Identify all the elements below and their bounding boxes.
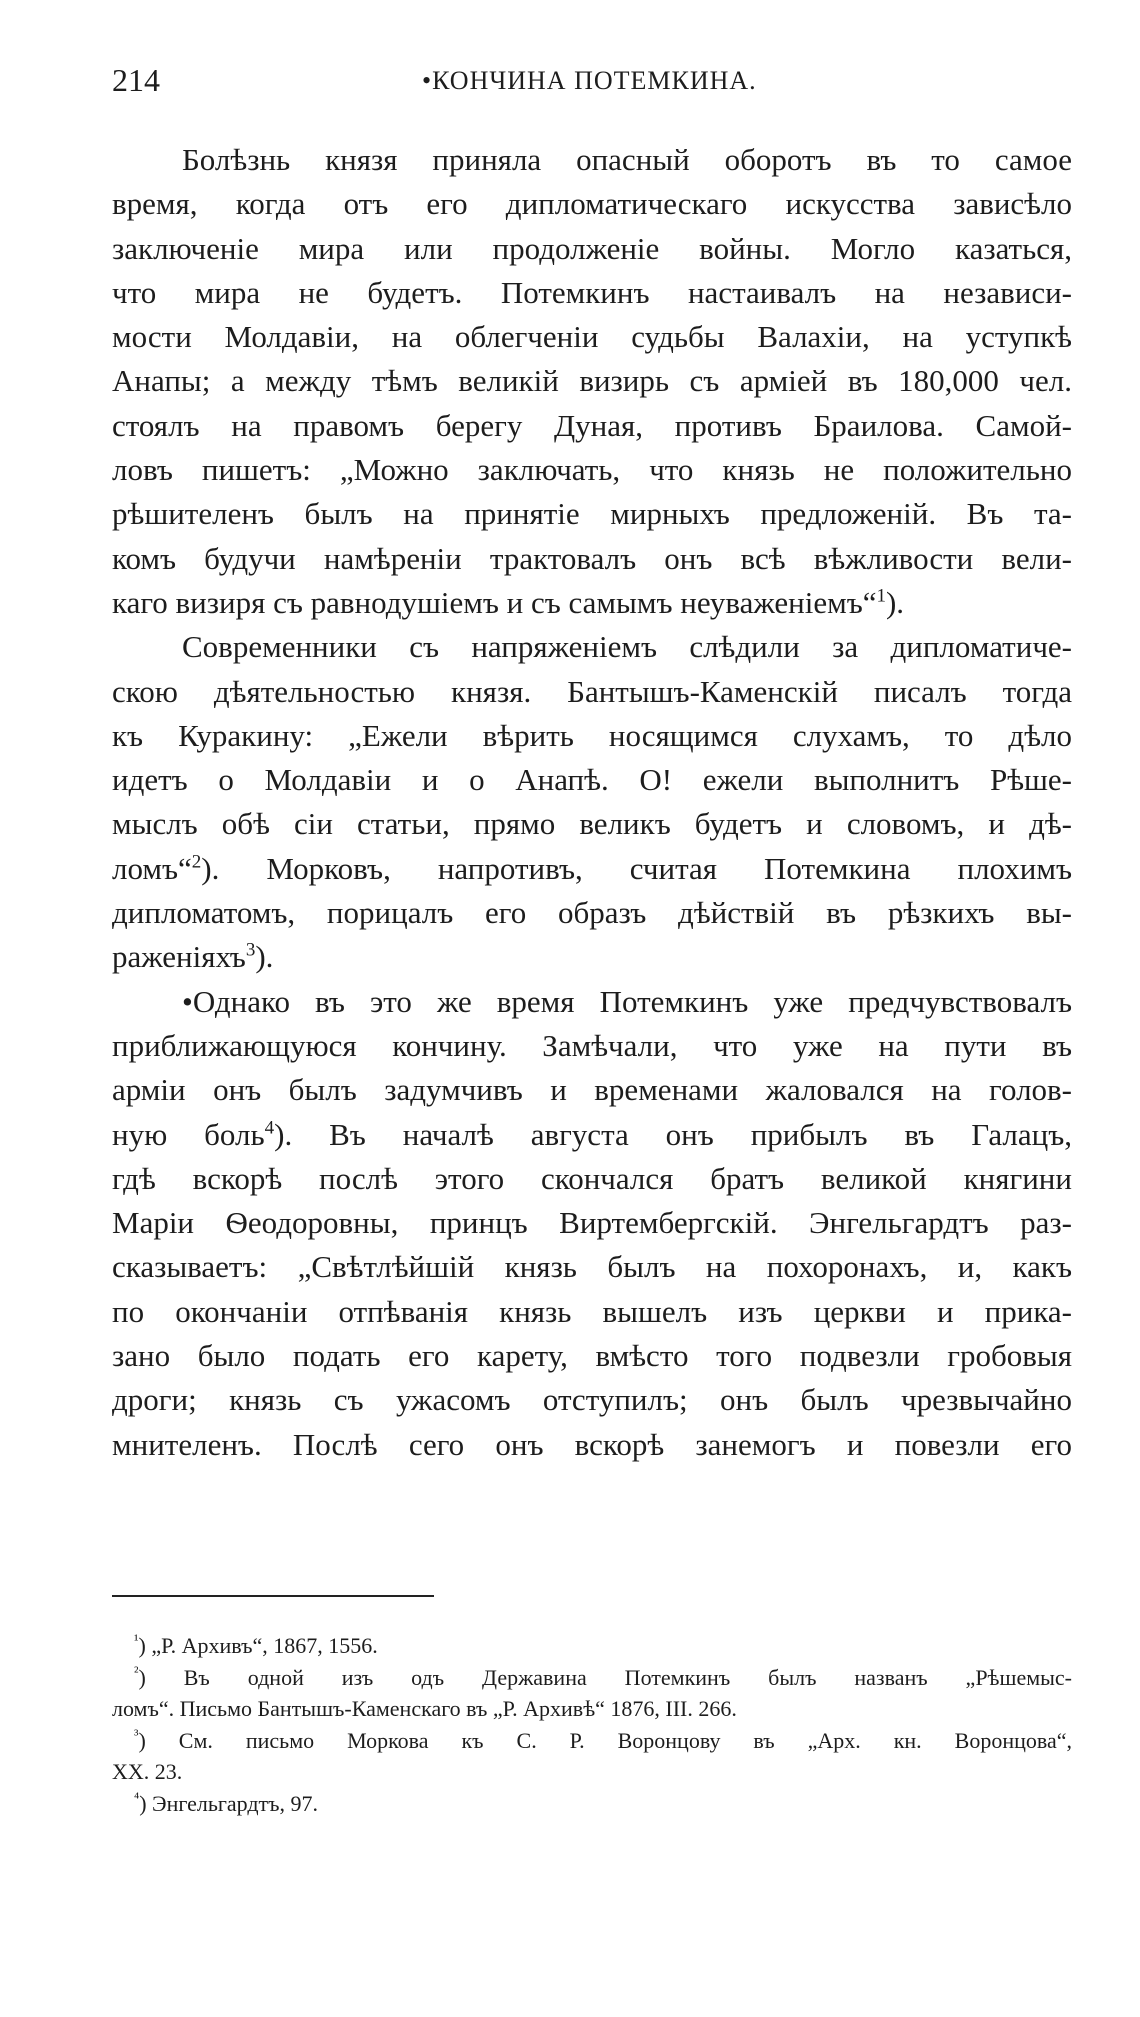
text-line [112, 492, 1072, 536]
text-line [112, 714, 1072, 758]
text-line-content: приближающуюся кончину. Замѣчали, что уже на пути въ [112, 1027, 1072, 1063]
text-line-content: арміи онъ былъ задумчивъ и временами жаловался на голов- [112, 1072, 1072, 1108]
text-line-content: мыслъ обѣ сіи статьи, прямо великъ будетъ и словомъ, и дѣ- [112, 806, 1072, 842]
text-line-content: ную боль [112, 1116, 265, 1152]
footnote-mark: ² [134, 1664, 139, 1681]
text-line-content: по окончаніи отпѣванія князь вышелъ изъ церкви и прика- [112, 1293, 1072, 1329]
text-line-content: ловъ пишетъ: „Можно заключать, что князь не положительно [112, 452, 1072, 488]
footnote-ref: 3 [245, 940, 256, 962]
text-line-tail: ). [255, 939, 274, 975]
text-line-content: комъ будучи намѣреніи трактовалъ онъ всѣ вѣжливости вели- [112, 540, 1072, 576]
text-line-content: дроги; князь съ ужасомъ отступилъ; онъ былъ чрезвычайно [112, 1382, 1072, 1418]
footnote-text: ) „Р. Архивъ“, 1867, 1556. [138, 1633, 378, 1658]
text-line [112, 404, 1072, 448]
text-line-content: сказываетъ: „Свѣтлѣйшій князь былъ на похоронахъ, и, какъ [112, 1249, 1072, 1285]
footnote-line [112, 1630, 1072, 1662]
text-line-tail: ). [885, 584, 905, 620]
text-line [112, 1245, 1072, 1289]
footnote-text: ) См. письмо Моркова къ С. Р. Воронцову въ „Арх. кн. Воронцова“, [138, 1727, 1072, 1753]
footnote-line [112, 1693, 1072, 1725]
text-line [112, 980, 1072, 1024]
text-line-content: зано было подать его карету, вмѣсто того подвезли гробовыя [112, 1338, 1072, 1374]
text-line [112, 1201, 1072, 1245]
text-line [112, 448, 1072, 492]
text-line-content: мнителенъ. Послѣ сего онъ вскорѣ занемогъ и повезли его [112, 1426, 1072, 1462]
text-line [112, 1113, 1072, 1157]
footnote-text: ) Энгельгардтъ, 97. [139, 1790, 319, 1816]
main-text [112, 138, 1072, 1467]
text-line-content: ломъ“ [112, 850, 192, 886]
text-line [112, 1423, 1072, 1467]
footnote-text: ) Въ одной изъ одъ Державина Потемкинъ былъ названъ „Рѣшемыс- [138, 1664, 1072, 1690]
text-line-content: дипломатомъ, порицалъ его образъ дѣйствій въ рѣзкихъ вы- [112, 895, 1072, 931]
footnotes [112, 1630, 1072, 1819]
text-line [112, 537, 1072, 581]
footnote-text: ломъ“. Письмо Бантышъ-Каменскаго въ „Р. Архивѣ“ 1876, III. 266. [112, 1696, 737, 1721]
footnote-ref: 1 [876, 585, 886, 607]
text-line [112, 670, 1072, 714]
text-line-content: гдѣ вскорѣ послѣ этого скончался братъ великой княгини [112, 1160, 1072, 1196]
text-line [112, 359, 1072, 403]
text-line [112, 1068, 1072, 1112]
text-line-content: каго визиря съ равнодушіемъ и съ самымъ неуваженіемъ“ [112, 584, 877, 620]
footnote-line [112, 1662, 1072, 1694]
text-line-tail: ). Морковъ, напротивъ, считая Потемкина плохимъ [201, 850, 1072, 886]
text-line [112, 1024, 1072, 1068]
text-line-content: скою дѣятельностью князя. Бантышъ-Каменскій писалъ тогда [112, 673, 1072, 709]
text-line-content: •Однако въ это же время Потемкинъ уже предчувствовалъ [182, 983, 1072, 1019]
text-line [112, 758, 1072, 802]
footnote-mark: ⁴ [134, 1790, 140, 1807]
text-line-content: идетъ о Молдавіи и о Анапѣ. О! ежели выполнитъ Рѣше- [112, 762, 1072, 798]
text-line [112, 1157, 1072, 1201]
text-line-content: заключеніе мира или продолженіе войны. Могло казаться, [112, 230, 1072, 266]
text-line [112, 581, 1072, 625]
page-number: 214 [112, 62, 160, 98]
footnote-ref: 4 [264, 1117, 275, 1139]
text-line-content: раженіяхъ [112, 939, 246, 975]
text-line [112, 625, 1072, 669]
text-line [112, 1334, 1072, 1378]
text-line [112, 315, 1072, 359]
text-line-content: Современники съ напряженіемъ слѣдили за дипломатиче- [182, 629, 1072, 665]
text-line-content: къ Куракину: „Ежели вѣрить носящимся слухамъ, то дѣло [112, 717, 1072, 753]
text-line-content: что мира не будетъ. Потемкинъ настаивалъ на независи- [112, 274, 1072, 310]
text-line-content: Маріи Ѳеодоровны, принцъ Виртембергскій. Энгельгардтъ раз- [112, 1205, 1072, 1241]
footnote-line [112, 1725, 1072, 1757]
text-line-content: время, когда отъ его дипломатическаго искусства зависѣло [112, 186, 1072, 222]
text-line-tail: ). Въ началѣ августа онъ прибылъ въ Галацъ, [274, 1116, 1072, 1152]
text-line [112, 1290, 1072, 1334]
text-line [112, 182, 1072, 226]
text-line [112, 227, 1072, 271]
text-line [112, 847, 1072, 891]
footnote-mark: ¹ [134, 1632, 139, 1649]
footnote-separator [112, 1595, 434, 1597]
page-header [112, 62, 1072, 112]
text-line-content: Анапы; а между тѣмъ великій визирь съ арміей въ 180,000 чел. [112, 363, 1072, 399]
text-line-content: стоялъ на правомъ берегу Дуная, противъ Браилова. Самой- [112, 407, 1072, 443]
text-line [112, 802, 1072, 846]
text-line-content: мости Молдавіи, на облегченіи судьбы Валахіи, на уступкѣ [112, 319, 1072, 355]
footnote-text: XX. 23. [112, 1759, 183, 1784]
footnote-mark: ³ [134, 1727, 139, 1744]
text-line [112, 138, 1072, 182]
text-line [112, 1378, 1072, 1422]
running-title: •КОНЧИНА ПОТЕМКИНА. [422, 66, 757, 95]
footnote-ref: 2 [191, 851, 202, 873]
footnote-line [112, 1788, 1072, 1820]
text-line [112, 935, 1072, 979]
text-line [112, 891, 1072, 935]
text-line-content: Болѣзнь князя приняла опасный оборотъ въ то самое [182, 142, 1072, 177]
text-line-content: рѣшителенъ былъ на принятіе мирныхъ предложеній. Въ та- [112, 496, 1072, 532]
footnote-line [112, 1756, 1072, 1788]
text-line [112, 271, 1072, 315]
